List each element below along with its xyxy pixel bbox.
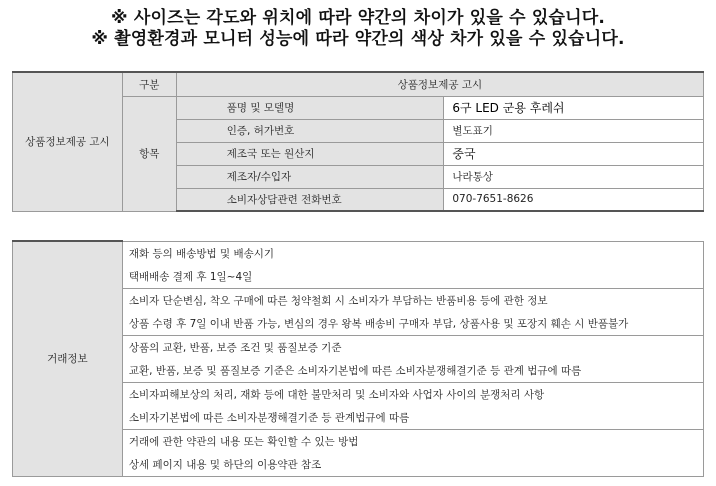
size-notice: ※ 사이즈는 각도와 위치에 따라 약간의 차이가 있을 수 있습니다. [110,8,605,28]
item-value-manufacturer: 나라통상 [444,165,704,188]
trade-group-detail: 소비자기본법에 따른 소비자분쟁해결기준 등 관계법규에 따름 [122,406,703,430]
trade-group-detail: 교환, 반품, 보증 및 품질보증 기준은 소비자기본법에 따른 소비자분쟁해결기준 등 관계 법규에 따름 [122,359,703,383]
trade-group-detail: 상품 수령 후 7일 이내 반품 가능, 변심의 경우 왕복 배송비 구매자 부담, 상품사용 및 포장지 훼손 시 반품불가 [122,312,703,336]
item-value-phone: 070-7651-8626 [444,188,704,211]
trade-group-title: 소비자피해보상의 처리, 재화 등에 대한 불만처리 및 소비자와 사업자 사이의 분쟁처리 사항 [122,382,703,406]
trade-group-title: 소비자 단순변심, 착오 구매에 따른 청약철회 시 소비자가 부담하는 반품비용 등에 관한 정보 [122,288,703,312]
trade-info-section-label: 거래정보 [13,241,123,476]
item-value-origin: 중국 [444,142,704,165]
trade-group-title: 재화 등의 배송방법 및 배송시기 [122,241,703,265]
item-label-origin: 제조국 또는 원산지 [176,142,444,165]
product-info-table [12,71,704,212]
trade-group-title: 거래에 관한 약관의 내용 또는 확인할 수 있는 방법 [122,429,703,453]
trade-group-detail: 택배배송 결제 후 1일~4일 [122,265,703,289]
trade-group-title: 상품의 교환, 반품, 보증 조건 및 품질보증 기준 [122,335,703,359]
color-notice: ※ 촬영환경과 모니터 성능에 따라 약간의 색상 차가 있을 수 있습니다. [91,29,625,49]
item-label-model: 품명 및 모델명 [176,96,444,119]
trade-group-detail: 상세 페이지 내용 및 하단의 이용약관 참조 [122,453,703,477]
item-label-phone: 소비자상담관련 전화번호 [176,188,444,211]
item-label-certification: 인증, 허가번호 [176,119,444,142]
items-group-label: 항목 [122,96,176,211]
item-label-manufacturer: 제조자/수입자 [176,165,444,188]
item-value-model: 6구 LED 군용 후레쉬 [444,96,704,119]
item-value-certification: 별도표기 [444,119,704,142]
category-header: 구분 [122,72,176,96]
product-info-section-label: 상품정보제공 고시 [13,72,123,211]
trade-info-table [12,240,704,477]
product-info-title-header: 상품정보제공 고시 [176,72,703,96]
